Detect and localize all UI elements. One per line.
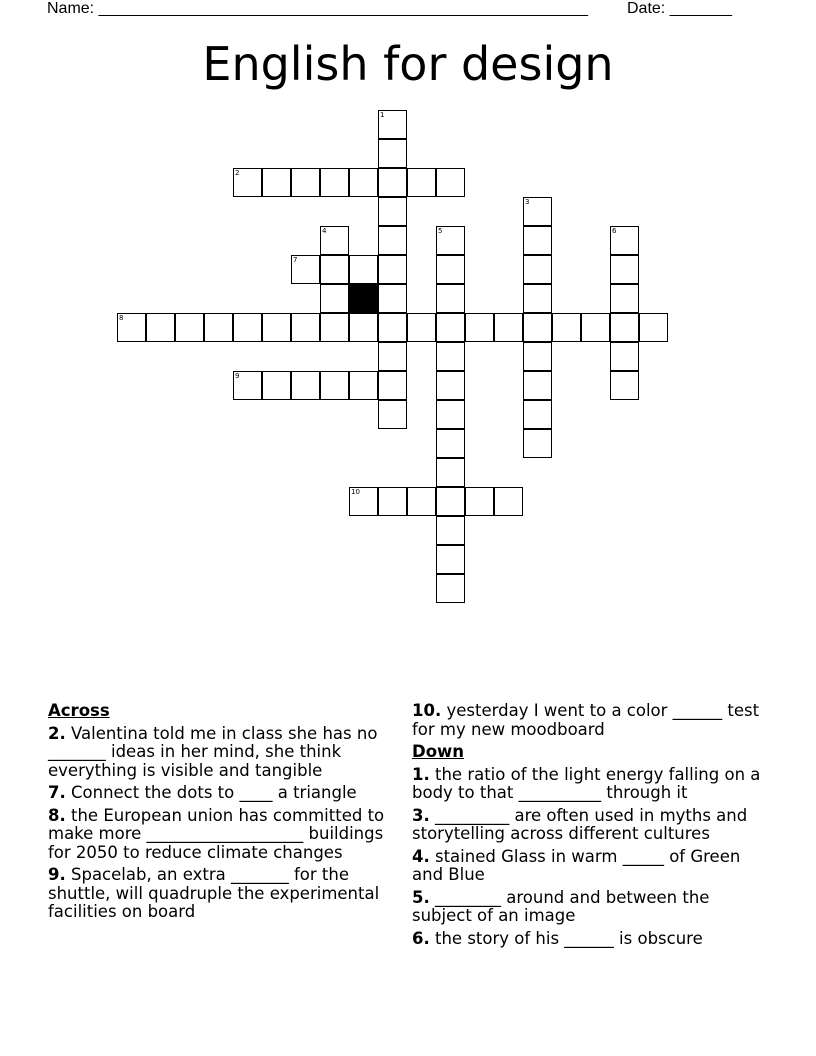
crossword-cell[interactable] (262, 168, 291, 197)
crossword-cell[interactable] (523, 284, 552, 313)
crossword-cell[interactable] (378, 226, 407, 255)
crossword-cell[interactable] (349, 371, 378, 400)
crossword-cell[interactable] (436, 342, 465, 371)
crossword-cell[interactable] (291, 371, 320, 400)
crossword-cell[interactable] (320, 313, 349, 342)
clue-number-label: 2 (235, 169, 240, 177)
clue-number-label: 10 (351, 488, 360, 496)
crossword-cell[interactable] (349, 313, 378, 342)
crossword-cell[interactable] (204, 313, 233, 342)
crossword-cell[interactable] (610, 342, 639, 371)
crossword-cell[interactable] (233, 313, 262, 342)
crossword-cell[interactable] (523, 197, 552, 226)
clue-number: 8. (48, 805, 66, 825)
clue-number-label: 8 (119, 314, 124, 322)
crossword-cell[interactable] (436, 284, 465, 313)
crossword-cell[interactable] (320, 168, 349, 197)
clue-number: 6. (412, 928, 430, 948)
crossword-cell[interactable] (320, 284, 349, 313)
crossword-cell[interactable] (610, 284, 639, 313)
crossword-cell[interactable] (349, 168, 378, 197)
crossword-cell[interactable] (233, 168, 262, 197)
across-clue-9 (48, 866, 408, 922)
crossword-cell[interactable] (233, 371, 262, 400)
crossword-cell[interactable] (349, 487, 378, 516)
crossword-cell[interactable] (610, 255, 639, 284)
clue-number: 2. (48, 723, 66, 743)
crossword-cell[interactable] (291, 255, 320, 284)
crossword-cell[interactable] (523, 400, 552, 429)
down-clue-6 (412, 930, 772, 949)
crossword-cell[interactable] (523, 429, 552, 458)
crossword-cell[interactable] (436, 313, 465, 342)
crossword-cell[interactable] (320, 255, 349, 284)
clue-number-label: 7 (293, 256, 298, 264)
crossword-cell[interactable] (436, 400, 465, 429)
across-clue-2 (48, 725, 408, 781)
crossword-cell[interactable] (378, 255, 407, 284)
crossword-cell[interactable] (436, 168, 465, 197)
crossword-cell[interactable] (378, 313, 407, 342)
crossword-cell[interactable] (175, 313, 204, 342)
crossword-cell[interactable] (320, 226, 349, 255)
clue-number-label: 6 (612, 227, 617, 235)
puzzle-title: English for design (202, 37, 614, 91)
crossword-cell[interactable] (378, 400, 407, 429)
across-heading: Across (48, 701, 110, 720)
down-clue-5 (412, 889, 772, 926)
clue-text: Valentina told me in class she has no _______ ideas in her mind, she think everything is visible and tangible (48, 723, 378, 780)
down-heading: Down (412, 742, 465, 761)
crossword-cell[interactable] (378, 284, 407, 313)
across-clue-7 (48, 784, 408, 803)
crossword-cell[interactable] (436, 458, 465, 487)
clue-number: 1. (412, 764, 430, 784)
crossword-cell[interactable] (320, 371, 349, 400)
crossword-cell[interactable] (378, 197, 407, 226)
crossword-cell[interactable] (407, 168, 436, 197)
crossword-blocked-cell (349, 284, 378, 313)
clue-number: 9. (48, 865, 66, 884)
crossword-cell[interactable] (407, 313, 436, 342)
crossword-cell[interactable] (436, 429, 465, 458)
crossword-cell[interactable] (291, 313, 320, 342)
down-clue-3 (412, 807, 772, 844)
crossword-cell[interactable] (407, 487, 436, 516)
crossword-cell[interactable] (291, 168, 320, 197)
crossword-cell[interactable] (436, 226, 465, 255)
clue-text: the ratio of the light energy falling on a body to that __________ through it (412, 764, 761, 802)
clue-number: 3. (412, 805, 430, 825)
crossword-cell[interactable] (378, 487, 407, 516)
crossword-cell[interactable] (349, 255, 378, 284)
crossword-cell[interactable] (378, 371, 407, 400)
crossword-cell[interactable] (581, 313, 610, 342)
clue-text: yesterday I went to a color ______ test for my new moodboard (412, 701, 760, 739)
clue-text: _________ are often used in myths and storytelling across different cultures (412, 805, 748, 843)
clue-text: ________ around and between the subject of an image (412, 887, 710, 925)
clue-number-label: 3 (525, 198, 530, 206)
crossword-cell[interactable] (610, 313, 639, 342)
clue-text: Connect the dots to ____ a triangle (65, 783, 357, 802)
clue-number-label: 1 (380, 111, 385, 119)
crossword-cell[interactable] (523, 342, 552, 371)
clues-right-column (412, 702, 772, 952)
crossword-cell[interactable] (378, 342, 407, 371)
name-field[interactable]: Name: _______________________________________________________ (47, 0, 588, 17)
crossword-cell[interactable] (378, 168, 407, 197)
clue-number-label: 4 (322, 227, 327, 235)
clue-number: 7. (48, 783, 66, 802)
crossword-cell[interactable] (639, 313, 668, 342)
crossword-cell[interactable] (436, 516, 465, 545)
clue-number: 10. (412, 701, 442, 720)
crossword-cell[interactable] (117, 313, 146, 342)
crossword-cell[interactable] (523, 313, 552, 342)
clue-number: 5. (412, 887, 430, 907)
crossword-cell[interactable] (610, 371, 639, 400)
crossword-cell[interactable] (523, 255, 552, 284)
crossword-cell[interactable] (465, 313, 494, 342)
crossword-cell[interactable] (378, 110, 407, 139)
across-clue-8 (48, 807, 408, 863)
down-clue-4 (412, 848, 772, 885)
crossword-cell[interactable] (552, 313, 581, 342)
clues-left-column (48, 702, 408, 926)
clue-text: the story of his ______ is obscure (429, 928, 703, 948)
down-clue-1 (412, 766, 772, 803)
crossword-cell[interactable] (436, 574, 465, 603)
crossword-cell[interactable] (436, 545, 465, 574)
crossword-cell[interactable] (436, 255, 465, 284)
clue-text: stained Glass in warm _____ of Green and Blue (412, 846, 741, 884)
clue-text: Spacelab, an extra _______ for the shuttle, will quadruple the experimental facilities on board (48, 865, 380, 921)
crossword-cell[interactable] (523, 371, 552, 400)
crossword-cell[interactable] (436, 371, 465, 400)
clue-number-label: 5 (438, 227, 443, 235)
crossword-cell[interactable] (465, 487, 494, 516)
crossword-cell[interactable] (436, 487, 465, 516)
crossword-cell[interactable] (378, 139, 407, 168)
across-clue-10 (412, 702, 772, 739)
clue-text: the European union has committed to make more ___________________ buildings for 2050 to reduce climate changes (48, 805, 385, 862)
crossword-cell[interactable] (610, 226, 639, 255)
date-field[interactable]: Date: _______ (627, 0, 732, 17)
crossword-cell[interactable] (262, 313, 291, 342)
crossword-cell[interactable] (146, 313, 175, 342)
crossword-cell[interactable] (262, 371, 291, 400)
clue-number: 4. (412, 846, 430, 866)
clue-number-label: 9 (235, 372, 240, 380)
crossword-cell[interactable] (523, 226, 552, 255)
crossword-cell[interactable] (494, 313, 523, 342)
crossword-cell[interactable] (494, 487, 523, 516)
